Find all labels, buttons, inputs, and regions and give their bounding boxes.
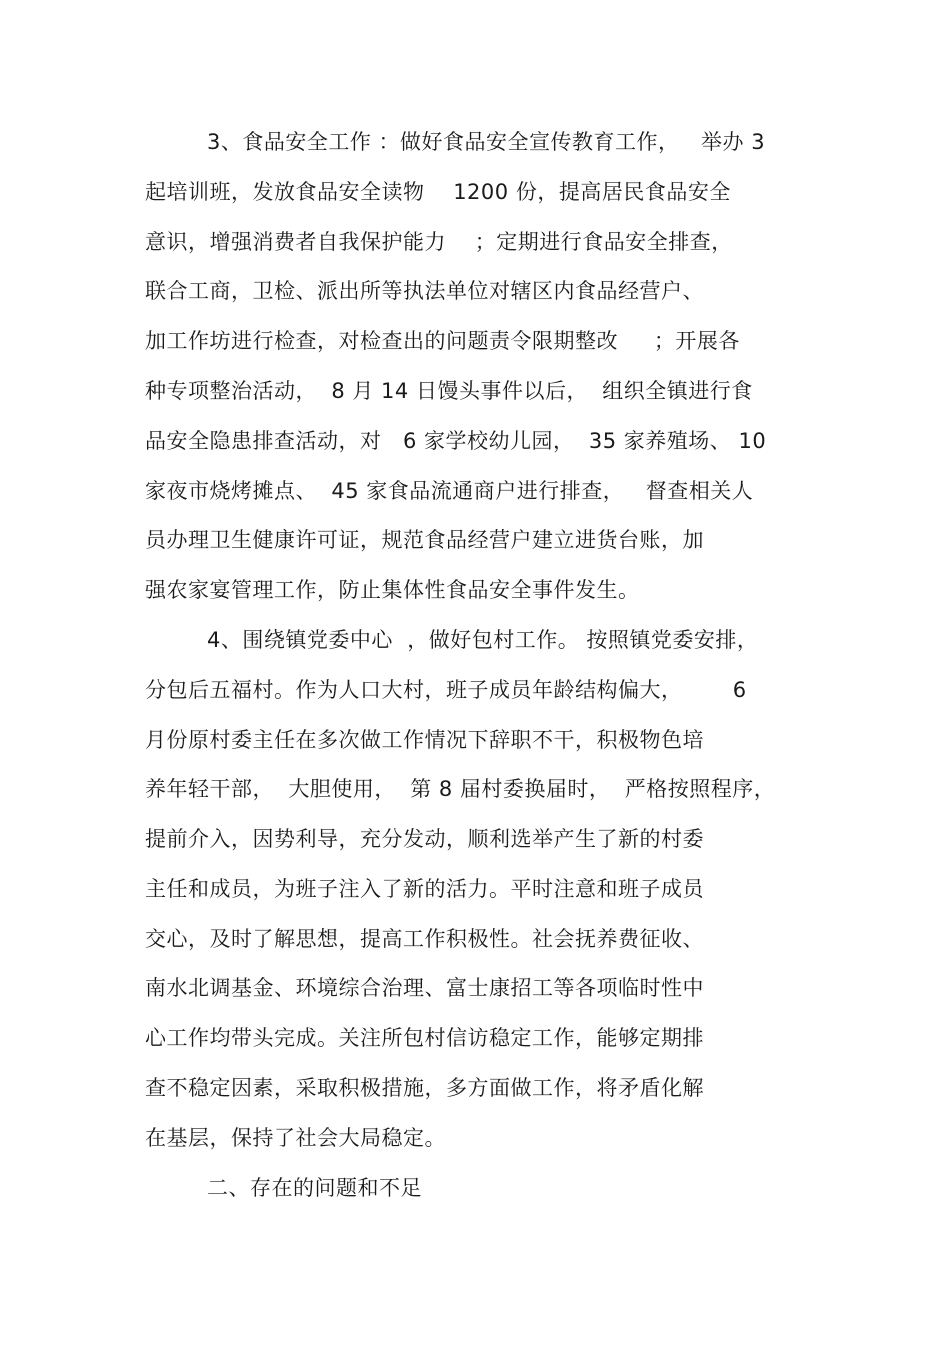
paragraph-3-line-5: 加工作坊进行检查，对检查出的问题责令限期整改 ；开展各 — [145, 329, 740, 353]
section-heading: 二、存在的问题和不足 — [207, 1176, 422, 1200]
paragraph-4-line-6: 主任和成员，为班子注入了新的活力。平时注意和班子成员 — [145, 877, 704, 901]
paragraph-4-line-7: 交心，及时了解思想，提高工作积极性。社会抚养费征收、 — [145, 927, 704, 951]
paragraph-4-line-10: 查不稳定因素，采取积极措施，多方面做工作，将矛盾化解 — [145, 1076, 704, 1100]
paragraph-4-line-5: 提前介入，因势利导，充分发动，顺利选举产生了新的村委 — [145, 827, 704, 851]
paragraph-3-line-3: 意识，增强消费者自我保护能力 ；定期进行食品安全排查， — [145, 230, 733, 254]
paragraph-4-line-4: 养年轻干部， 大胆使用， 第 8 届村委换届时， 严格按照程序， — [145, 777, 776, 801]
paragraph-3-line-8: 家夜市烧烤摊点、 45 家食品流通商户进行排查， 督查相关人 — [145, 479, 754, 503]
paragraph-3-line-1: 3、食品安全工作 ：做好食品安全宣传教育工作， 举办 3 — [207, 130, 766, 154]
paragraph-4-line-8: 南水北调基金、环境综合治理、富士康招工等各项临时性中 — [145, 976, 704, 1000]
paragraph-3-line-7: 品安全隐患排查活动，对 6 家学校幼儿园， 35 家养殖场、 10 — [145, 429, 767, 453]
paragraph-4-line-3: 月份原村委主任在多次做工作情况下辞职不干，积极物色培 — [145, 728, 704, 752]
paragraph-4-line-2: 分包后五福村。作为人口大村，班子成员年龄结构偏大， 6 — [145, 678, 747, 702]
paragraph-3-line-10: 强农家宴管理工作，防止集体性食品安全事件发生。 — [145, 578, 640, 602]
paragraph-3-line-2: 起培训班，发放食品安全读物 1200 份，提高居民食品安全 — [145, 180, 731, 204]
paragraph-4-line-11: 在基层，保持了社会大局稳定。 — [145, 1126, 446, 1150]
paragraph-3-line-6: 种专项整治活动， 8 月 14 日馒头事件以后， 组织全镇进行食 — [145, 379, 753, 403]
paragraph-4-line-1: 4、围绕镇党委中心 ，做好包村工作。 按照镇党委安排， — [207, 628, 759, 652]
paragraph-3-line-9: 员办理卫生健康许可证，规范食品经营户建立进货台账，加 — [145, 528, 704, 552]
paragraph-4-line-9: 心工作均带头完成。关注所包村信访稳定工作，能够定期排 — [145, 1026, 704, 1050]
paragraph-3-line-4: 联合工商，卫检、派出所等执法单位对辖区内食品经营户、 — [145, 279, 704, 303]
